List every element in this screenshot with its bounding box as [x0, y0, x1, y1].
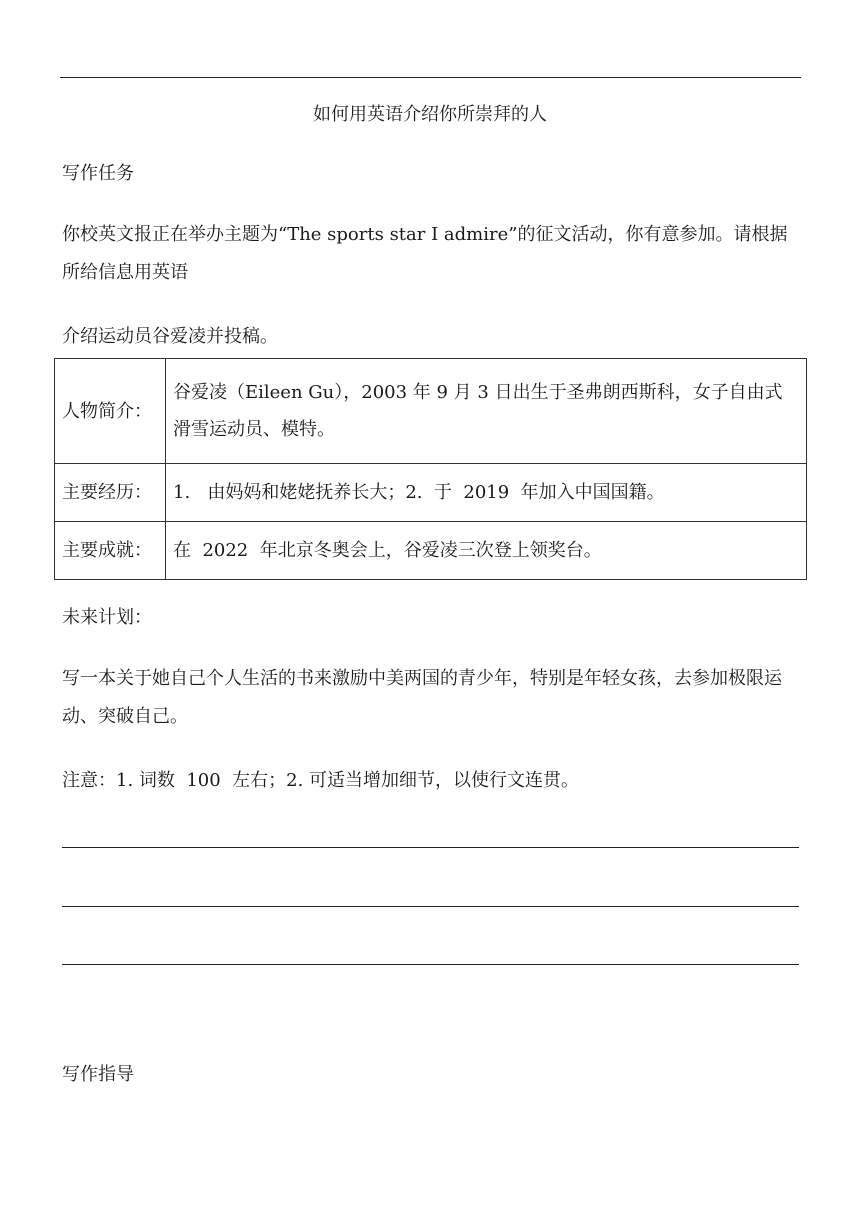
answer-line	[62, 906, 799, 907]
table-row-achievement	[55, 522, 807, 580]
future-plan-label: 未来计划：	[62, 607, 152, 628]
achievement-value: 在 2022 年北京冬奥会上，谷爱凌三次登上领奖台。	[166, 522, 807, 580]
experience-label: 主要经历：	[55, 464, 166, 522]
task-description: 你校英文报正在举办主题为“The sports star I admire”的征文活动，你有意参加。请根据所给信息用英语	[62, 224, 788, 283]
bio-label: 人物简介：	[55, 359, 166, 464]
note-text: 注意：1. 词数 100 左右；2. 可适当增加细节，以使行文连贯。	[62, 770, 580, 791]
task-description-continued: 介绍运动员谷爱凌并投稿。	[62, 326, 278, 347]
section-heading-guide: 写作指导	[62, 1064, 134, 1085]
answer-line	[62, 847, 799, 848]
experience-value: 1. 由妈妈和姥姥抚养长大；2. 于 2019 年加入中国国籍。	[166, 464, 807, 522]
section-heading-task: 写作任务	[62, 163, 134, 184]
future-plan-text: 写一本关于她自己个人生活的书来激励中美两国的青少年，特别是年轻女孩，去参加极限运动、突破自己。	[62, 668, 782, 727]
header-rule	[60, 77, 801, 78]
table-row-bio	[55, 359, 807, 464]
document-title: 如何用英语介绍你所崇拜的人	[313, 104, 547, 125]
achievement-label: 主要成就：	[55, 522, 166, 580]
answer-line	[62, 964, 799, 965]
table-row-experience	[55, 464, 807, 522]
info-table	[54, 358, 807, 580]
bio-value: 谷爱凌（Eileen Gu），2003 年 9 月 3 日出生于圣弗朗西斯科，女子自由式滑雪运动员、模特。	[166, 359, 807, 464]
